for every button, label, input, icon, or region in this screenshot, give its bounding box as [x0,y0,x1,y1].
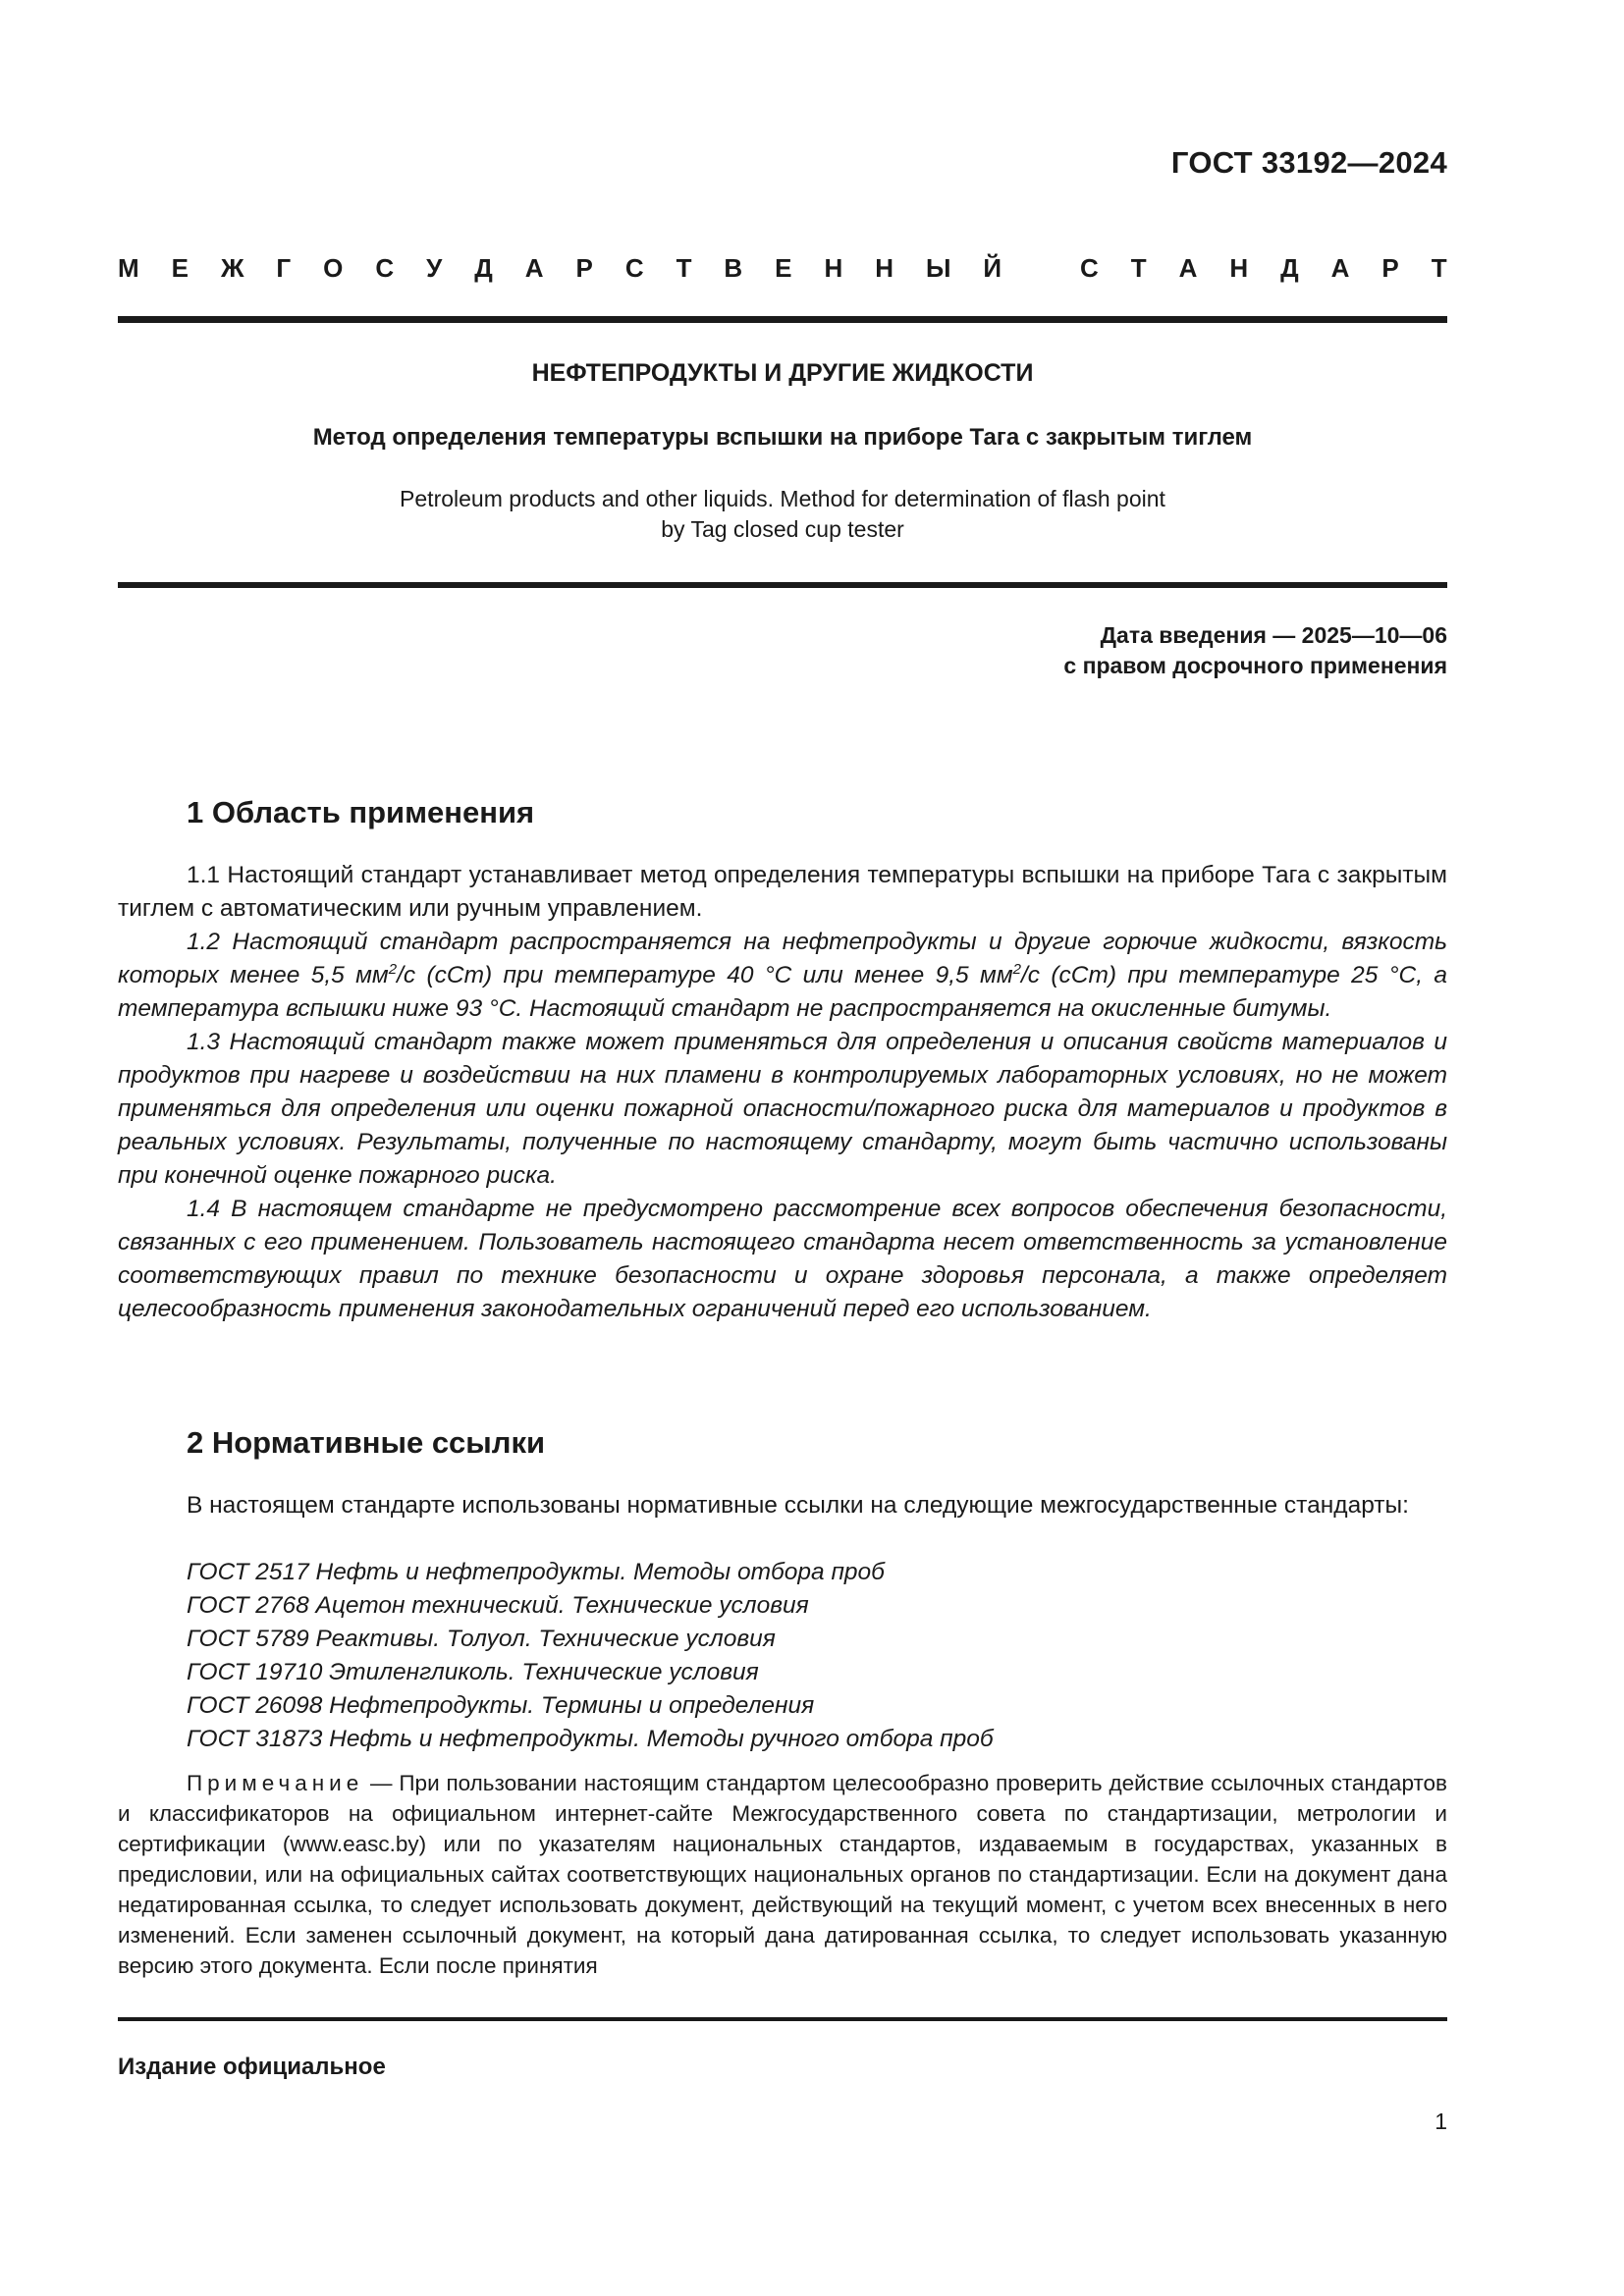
reference-item: ГОСТ 5789 Реактивы. Толуол. Технические условия [187,1626,776,1652]
banner-letter: Ж [220,253,244,283]
reference-list [187,1556,994,1756]
reference-item: ГОСТ 26098 Нефтепродукты. Термины и определения [187,1692,815,1719]
edition-label: Издание официальное [118,2054,386,2080]
top-rule [118,316,1447,323]
banner-letter: Н [1229,253,1249,283]
note-block [118,1768,1447,1981]
banner-letter: С [1080,253,1099,283]
banner-letter: Д [1280,253,1299,283]
section-2-heading: 2 Нормативные ссылки [187,1425,546,1460]
banner-letter: Т [1130,253,1147,283]
introduction-date [1063,620,1447,681]
banner-letter: У [426,253,443,283]
title-rule [118,582,1447,588]
banner-letter: С [624,253,644,283]
document-title: НЕФТЕПРОДУКТЫ И ДРУГИЕ ЖИДКОСТИ [531,359,1034,387]
banner-letter: А [524,253,544,283]
banner-letter: Ы [925,253,951,283]
section-1-heading: 1 Область применения [187,795,535,829]
reference-item: ГОСТ 31873 Нефть и нефтепродукты. Методы ручного отбора проб [187,1726,994,1752]
banner-letter: Е [775,253,792,283]
banner-letter: Т [1431,253,1447,283]
banner-letter: Г [276,253,292,283]
introduction-date-text: Дата введения — 2025—10—06 [1100,622,1447,648]
clause-1-1: 1.1 Настоящий стандарт устанавливает метод определения температуры вспышки на приборе Тага с закрытым тиглем с автоматическим или ручным управлением. [118,862,1447,922]
banner-letter: М [118,253,139,283]
banner-letter: Р [1381,253,1399,283]
page-number: 1 [1435,2109,1447,2134]
english-title-line-2: by Tag closed cup tester [661,516,904,542]
banner-letter: Д [474,253,493,283]
banner-letter: Н [824,253,843,283]
note-paragraph [118,1768,1447,1981]
banner-letter: А [1330,253,1350,283]
english-title [118,484,1447,545]
section-2-intro [118,1489,1447,1522]
banner-letter: С [375,253,395,283]
banner-letter: Й [983,253,1002,283]
footer-rule [118,2017,1447,2021]
english-title-line-1: Petroleum products and other liquids. Method for determination of flash point [400,486,1165,511]
banner-letter: Р [575,253,593,283]
banner-letter: Т [676,253,692,283]
note-text: — При пользовании настоящим стандартом целесообразно проверить действие ссылочных стандартов и классификаторов на официальном интернет-сайте Межгосударственного совета по стандартизации, метрологии и сертификации (www.easc.by) или по указателям национальных стандартов, издаваемым в государствах, указанных в предисловии, или на официальных сайтах соответствующих национальных органов по стандартизации. Если на документ дана недатированная ссылка, то следует использовать документ, действующий на текущий момент, с учетом всех внесенных в него изменений. Если заменен ссылочный документ, на который дана датированная ссылка, то следует использовать указанную версию этого документа. Если после принятия [118,1771,1447,1978]
standard-code: ГОСТ 33192—2024 [1170,145,1447,180]
clause-1-2: 1.2 Настоящий стандарт распространяется на нефтепродукты и другие горючие жидкости, вязкость которых менее 5,5 $мм^2/с$ (сСт) при температуре 40 °С или менее 9,5 $мм^2/с$ (сСт) при температуре 25 °С, а температура вспышки ниже 93 °С. Настоящий стандарт не распространяется на окисленные битумы. [118,929,1448,1022]
banner-letter: В [724,253,743,283]
section-2-intro-text: В настоящем стандарте использованы нормативные ссылки на следующие межгосударственные стандарты: [187,1492,1409,1519]
reference-item: ГОСТ 19710 Этиленгликоль. Технические условия [187,1659,759,1685]
banner-word-gap [1034,253,1048,284]
early-application-text: с правом досрочного применения [1063,653,1447,678]
banner-letter: Е [171,253,189,283]
standard-type-banner [118,253,1447,284]
reference-item: ГОСТ 2768 Ацетон технический. Технические условия [187,1592,809,1619]
document-subtitle: Метод определения температуры вспышки на приборе Тага с закрытым тиглем [312,424,1253,451]
clause-1-3: 1.3 Настоящий стандарт также может применяться для определения и описания свойств материалов и продуктов при нагреве и воздействии на них пламени в контролируемых лабораторных условиях, но не может применяться для определения или оценки пожарной опасности/пожарного риска для материалов и продуктов в реальных условиях. Результаты, полученные по настоящему стандарту, могут быть частично использованы при конечной оценке пожарного риска. [118,1029,1447,1189]
banner-letter: А [1178,253,1198,283]
banner-letter: О [323,253,344,283]
section-1-body [118,859,1447,1326]
banner-letter: Н [875,253,894,283]
reference-item: ГОСТ 2517 Нефть и нефтепродукты. Методы отбора проб [187,1559,885,1585]
clause-1-4: 1.4 В настоящем стандарте не предусмотрено рассмотрение всех вопросов обеспечения безопасности, связанных с его применением. Пользователь настоящего стандарта несет ответственность за установление соответствующих правил по технике безопасности и охране здоровья персонала, а также определяет целесообразность применения законодательных ограничений перед его использованием. [118,1196,1447,1322]
note-label: Примечание [187,1771,364,1795]
